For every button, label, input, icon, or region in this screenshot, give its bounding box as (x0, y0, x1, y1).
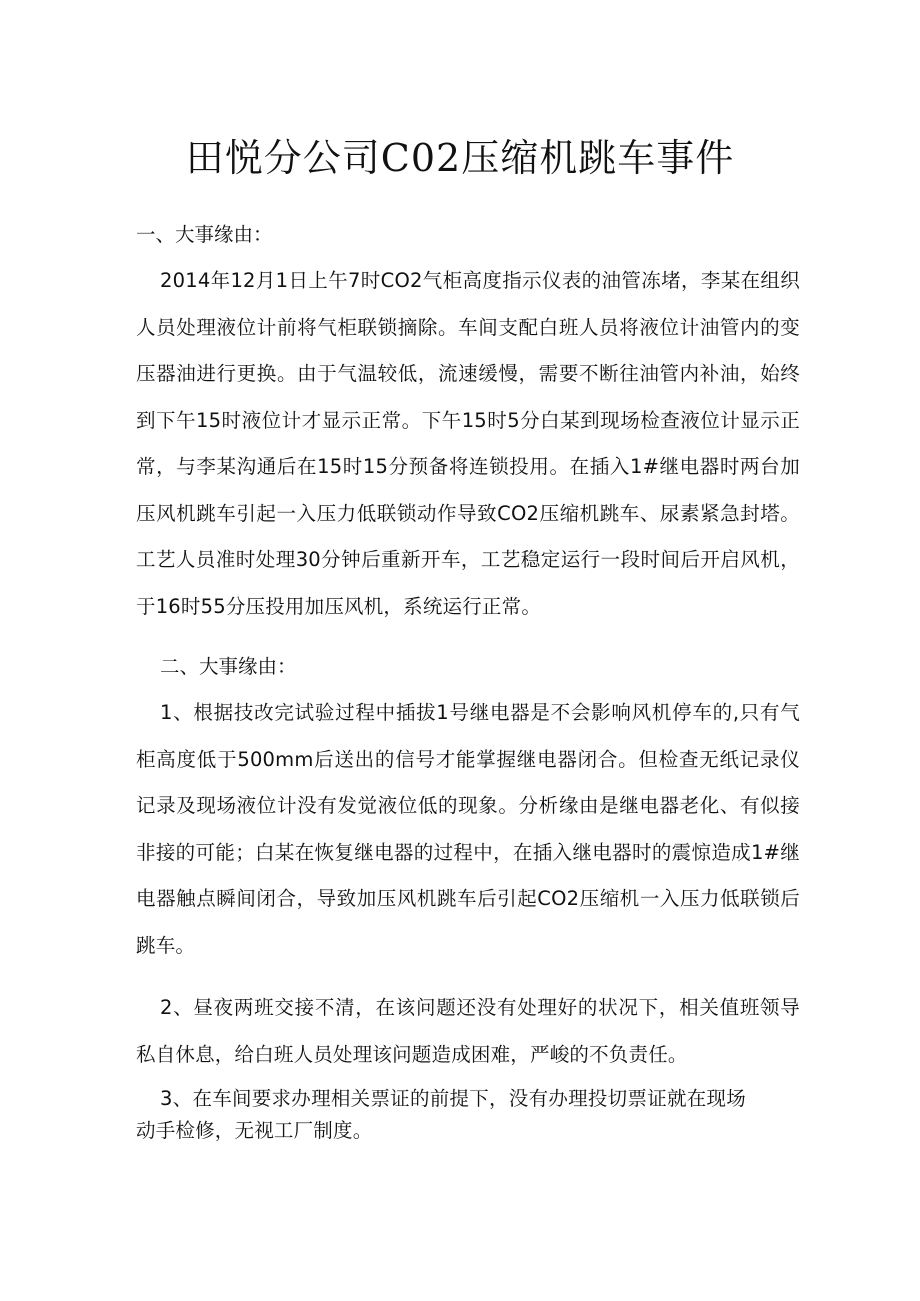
section-2-item-3: 3、在车间要求办理相关票证的前提下，没有办理投切票证就在现场动手检修，无视工厂制度。 (136, 1087, 746, 1142)
section-1-paragraph: 2014年12月1日上午7时CO2气柜高度指示仪表的油管冻堵，李某在组织人员处理液位计前将气柜联锁摘除。车间支配白班人员将液位计油管内的变压器油进行更换。由于气温较低，流速缓慢，需要不断往油管内补油，始终到下午15时液位计才显示正常。下午15时5分白某到现场检查液位计显示正常，与李某沟通后在15时15分预备将连锁投用。在插入1#继电器时两台加压风机跳车引起一入压力低联锁动作导致CO2压缩机跳车、尿素紧急封塔。工艺人员准时处理30分钟后重新开车，工艺稳定运行一段时间后开启风机，于16时55分压投用加压风机，系统运行正常。 (136, 269, 800, 618)
document-title: 田悦分公司C02压缩机跳车事件 (185, 136, 735, 180)
section-2-item-1: 1、根据技改完试验过程中插拔1号继电器是不会影响风机停车的,只有气柜高度低于500mm后送出的信号才能掌握继电器闭合。但检查无纸记录仪记录及现场液位计没有发觉液位低的现象。分析缘由是继电器老化、有似接非接的可能；白某在恢复继电器的过程中，在插入继电器时的震惊造成1#继电器触点瞬间闭合，导致加压风机跳车后引起CO2压缩机一入压力低联锁后跳车。 (136, 701, 800, 957)
section-1-heading: 一、大事缘由： (136, 223, 273, 246)
section-2-heading: 二、大事缘由： (160, 655, 297, 678)
section-2-item-2: 2、昼夜两班交接不清，在该问题还没有处理好的状况下，相关值班领导私自休息，给白班人员处理该问题造成困难，严峻的不负责任。 (136, 996, 800, 1066)
